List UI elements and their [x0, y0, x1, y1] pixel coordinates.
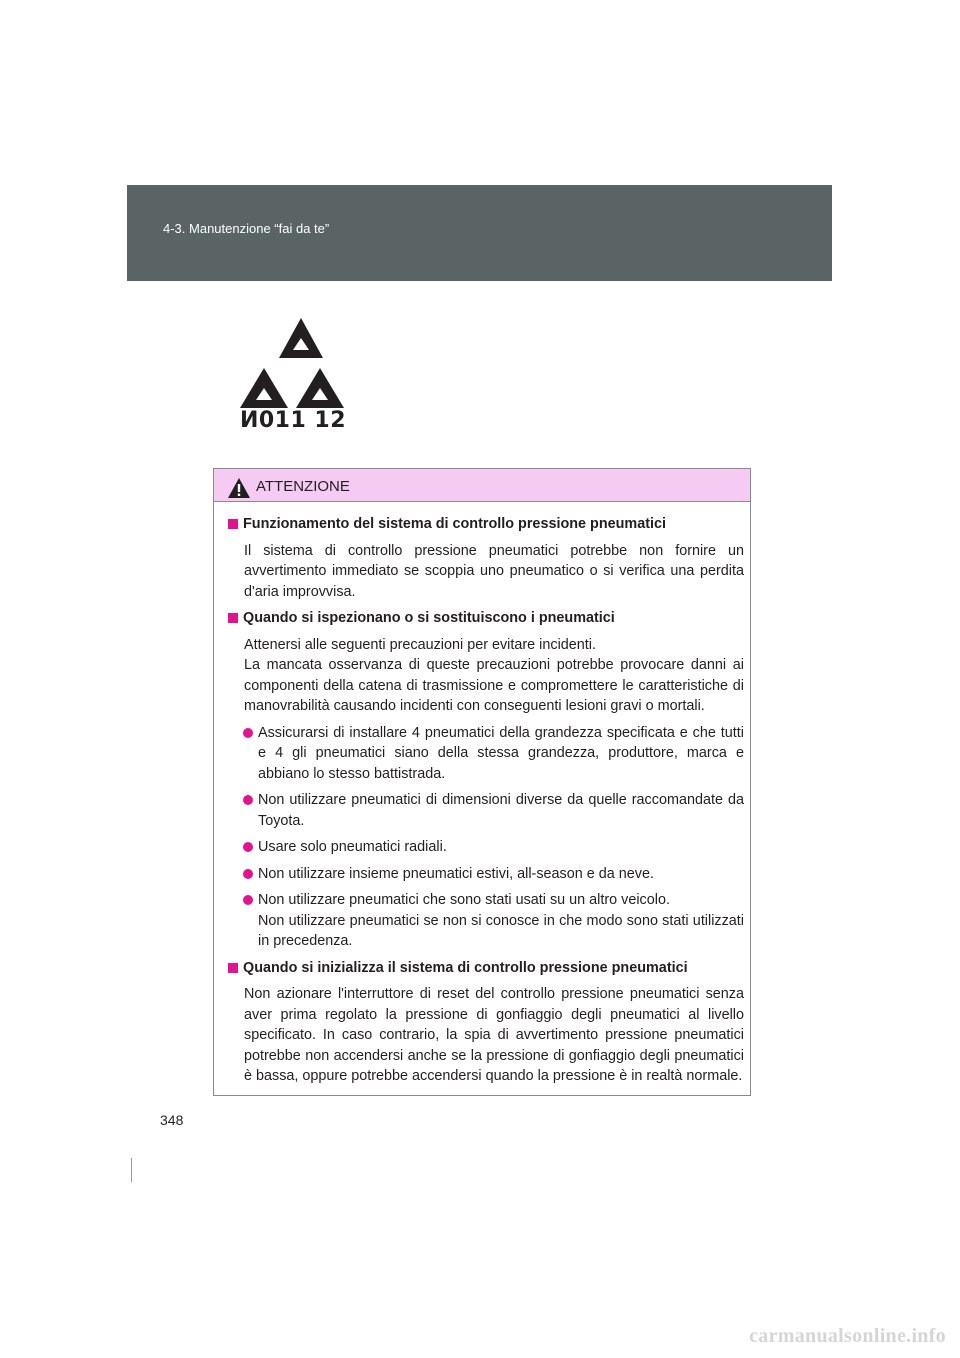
list-item: Assicurarsi di installare 4 pneumatici della grandezza specificata e che tutti e 4 gli pneumatici siano della stessa grandezza, produttore, marca e abbiano lo stesso battistrada.: [228, 723, 744, 785]
paragraph: Il sistema di controllo pressione pneumatici potrebbe non fornire un avvertimento immediato se scoppia uno pneumatico o si verifica una perdita d'aria improvvisa.: [244, 542, 744, 600]
warning-header: [214, 469, 750, 502]
section-title: 4-3. Manutenzione “fai da te”: [163, 221, 330, 236]
watermark: carmanualsonline.info: [749, 1325, 946, 1347]
paragraph: Non azionare l'interruttore di reset del controllo pressione pneumatici senza aver prima regolato la pressione di gonfiaggio degli pneumatici al livello specificato. In caso contrario, la spia di avvertimento pressione pneumatici potrebbe non accendersi anche se la pressione di gonfiaggio degli pneumatici è bassa, oppure potrebbe accendersi quando la pressione è in realtà normale.: [244, 986, 744, 1084]
square-bullet-icon: [228, 963, 238, 973]
margin-mark: [131, 1158, 132, 1182]
circle-bullet-icon: [243, 869, 253, 879]
list-item: Usare solo pneumatici radiali.: [228, 837, 744, 858]
section-heading: Funzionamento del sistema di controllo pressione pneumatici: [228, 514, 744, 535]
circle-bullet-icon: [243, 728, 253, 738]
square-bullet-icon: [228, 613, 238, 623]
section-heading: Quando si inizializza il sistema di controllo pressione pneumatici: [228, 958, 744, 979]
list-item: Non utilizzare pneumatici di dimensioni diverse da quelle raccomandate da Toyota.: [228, 790, 744, 831]
paragraph: Attenersi alle seguenti precauzioni per evitare incidenti. La mancata osservanza di queste precauzioni potrebbe provocare danni ai componenti della catena di trasmissione e compromettere le caratteristiche di manovrabilità causando incidenti con conseguenti lesioni gravi o mortali.: [244, 636, 744, 714]
circle-bullet-icon: [243, 795, 253, 805]
warning-body: [214, 502, 750, 1087]
list-item: Non utilizzare insieme pneumatici estivi, all-season e da neve.: [228, 864, 744, 885]
warning-box: [213, 468, 751, 1096]
mark-code: И011 12: [239, 408, 347, 433]
section-heading: Quando si ispezionano o si sostituiscono i pneumatici: [228, 608, 744, 629]
warning-triangle-icon: [227, 477, 251, 499]
list-item: Non utilizzare pneumatici che sono stati usati su un altro veicolo. Non utilizzare pneumatici se non si conosce in che modo sono stati utilizzati in precedenza.: [228, 890, 744, 952]
page-number: 348: [160, 1112, 184, 1128]
triangles-icon: [228, 312, 358, 412]
warning-title: ATTENZIONE: [256, 478, 350, 495]
tire-certification-mark: [228, 312, 358, 438]
circle-bullet-icon: [243, 895, 253, 905]
section-header: [127, 185, 832, 281]
square-bullet-icon: [228, 519, 238, 529]
circle-bullet-icon: [243, 842, 253, 852]
